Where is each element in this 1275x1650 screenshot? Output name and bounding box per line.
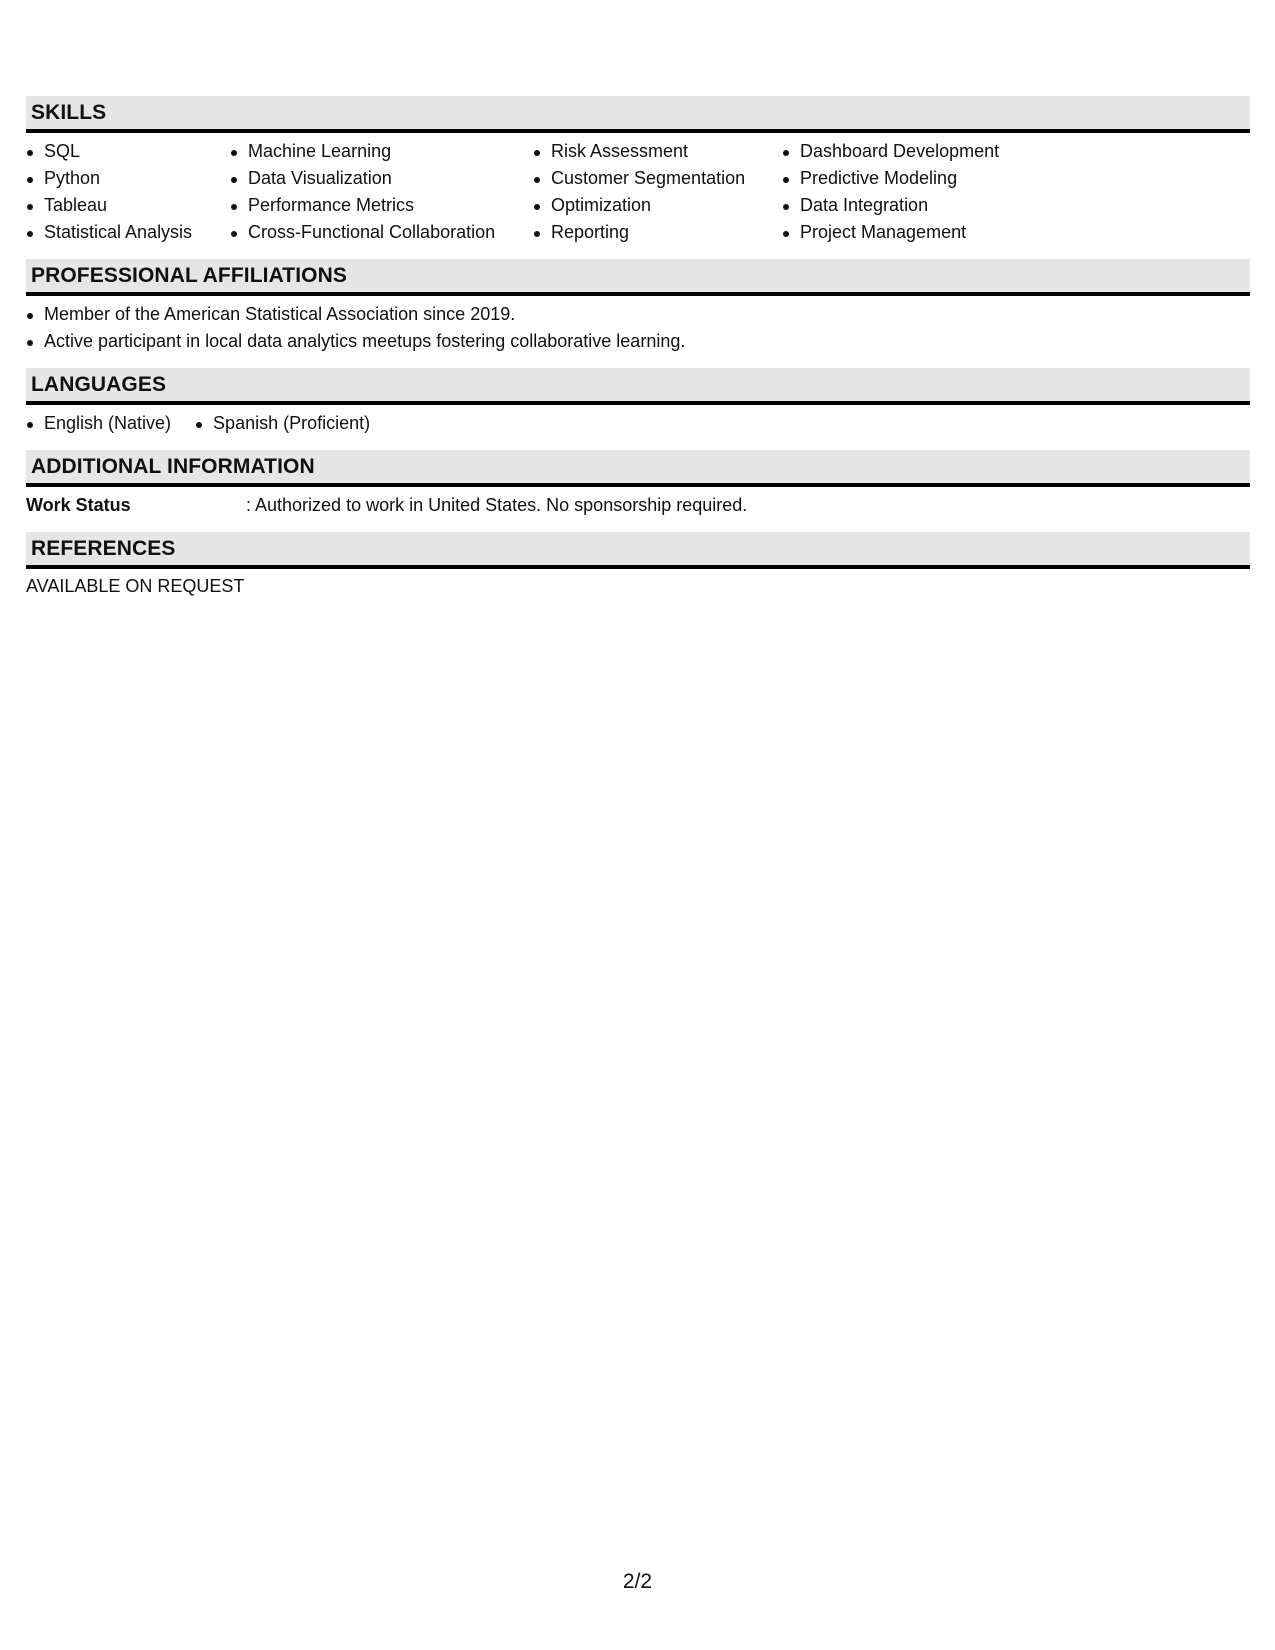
additional-info-title: ADDITIONAL INFORMATION [31,454,315,478]
skill-item: Tableau [26,192,230,219]
languages-header [26,368,1250,405]
skill-item: Risk Assessment [533,138,782,165]
skills-column-2 [230,138,533,246]
affiliations-items [26,301,1250,355]
skills-title: SKILLS [31,100,107,124]
skill-item: Statistical Analysis [26,219,230,246]
skill-item: Machine Learning [230,138,533,165]
skill-item: Cross-Functional Collaboration [230,219,533,246]
language-item: English (Native) [26,410,171,437]
work-status-label: Work Status [26,495,131,515]
additional-info-header [26,450,1250,487]
language-item: Spanish (Proficient) [195,410,370,437]
work-status-value: : Authorized to work in United States. No sponsorship required. [246,495,748,515]
skills-column-1 [26,138,230,246]
skill-item: Customer Segmentation [533,165,782,192]
affiliations-header [26,259,1250,296]
resume-page [26,96,1250,597]
skills-column-3 [533,138,782,246]
skill-item: Predictive Modeling [782,165,1042,192]
affiliation-item: Member of the American Statistical Association since 2019. [26,301,1250,328]
skills-column-4 [782,138,1042,246]
skill-item: Optimization [533,192,782,219]
skill-item: SQL [26,138,230,165]
skill-item: Python [26,165,230,192]
affiliation-item: Active participant in local data analytics meetups fostering collaborative learning. [26,328,1250,355]
additional-info-row [26,487,1250,532]
skill-item: Data Visualization [230,165,533,192]
skills-list [26,133,1250,259]
languages-list [26,405,1250,450]
page-number: 2/2 [622,1570,653,1593]
skill-item: Dashboard Development [782,138,1042,165]
languages-title: LANGUAGES [31,372,167,396]
affiliations-list [26,296,1250,368]
references-text: AVAILABLE ON REQUEST [26,576,245,596]
skill-item: Project Management [782,219,1042,246]
skill-item: Performance Metrics [230,192,533,219]
references-title: REFERENCES [31,536,176,560]
skills-header [26,96,1250,133]
affiliations-title: PROFESSIONAL AFFILIATIONS [31,263,347,287]
languages-items [26,405,1250,450]
references-header [26,532,1250,569]
skill-item: Reporting [533,219,782,246]
skill-item: Data Integration [782,192,1042,219]
